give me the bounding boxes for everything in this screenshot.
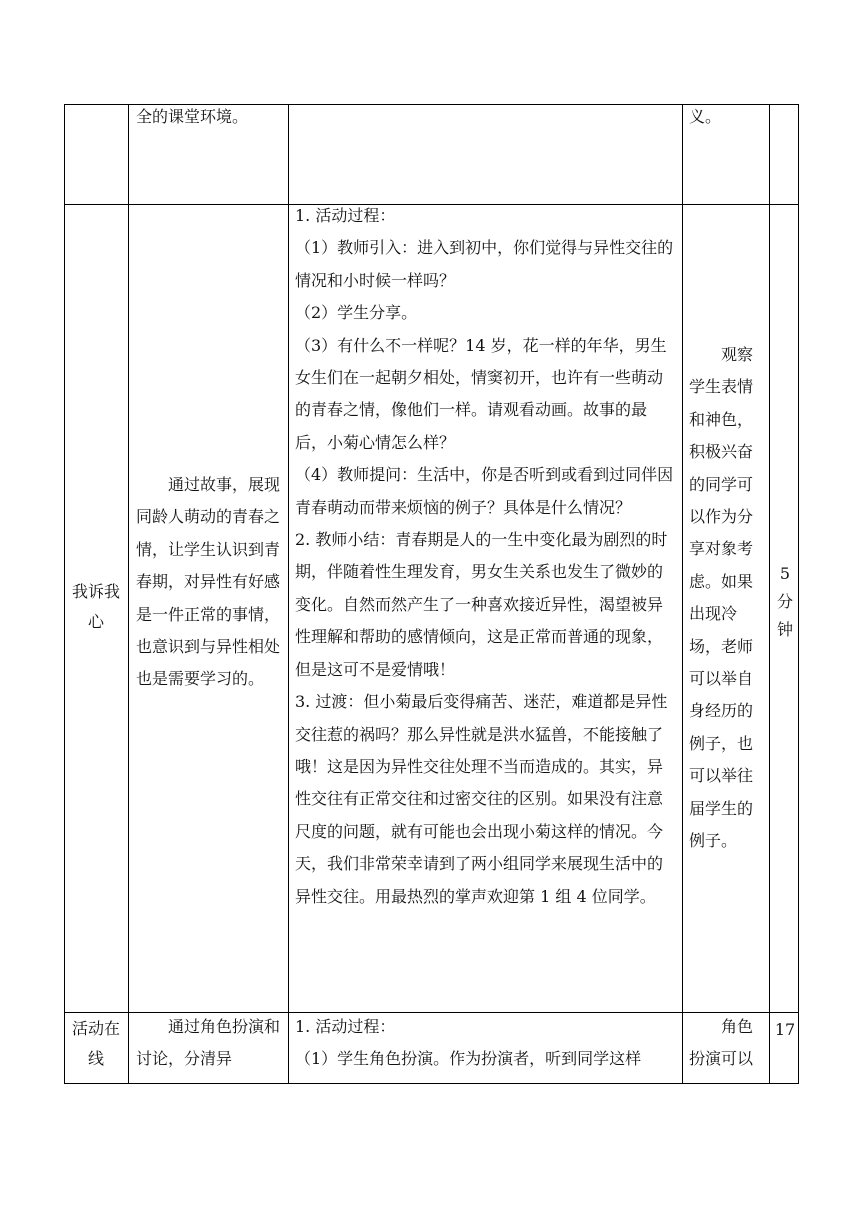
process-item: （4）教师提问：生活中，你是否听到或看到过同伴因青春萌动而带来烦恼的例子？具体是什么情况？	[295, 465, 674, 517]
process-item: （1）学生角色扮演。作为扮演者，听到同学这样	[295, 1049, 642, 1069]
row1-purpose: 全的课堂环境。	[136, 107, 249, 126]
row2-purpose: 通过故事，展现同龄人萌动的青春之情，让学生认识到青春期，对异性有好感是一件正常的事情，也意识到与异性相处也是需要学习的。	[136, 475, 281, 689]
row2-process	[295, 200, 678, 913]
process-item: 2. 教师小结：青春期是人的一生中变化最为剧烈的时期，伴随着性生理发育，男女生关系也发生了微妙的变化。自然而然产生了一种喜欢接近异性，渴望被异性理解和帮助的感情倾向，这是正常而普通的现象，但是这可不是爱情哦！	[295, 530, 668, 679]
column-divider-1	[128, 104, 129, 1084]
row3-time: 17	[774, 1020, 796, 1039]
column-divider-3	[682, 104, 683, 1084]
column-divider-2	[288, 104, 289, 1084]
row2-section: 我诉我心	[71, 582, 120, 631]
row1-notes: 义。	[689, 107, 722, 126]
row2-notes: 观察学生表情和神色，积极兴奋的同学可以作为分享对象考虑。如果出现冷场，老师可以举自身经历的例子，也可以举往届学生的例子。	[689, 345, 754, 851]
process-item: 3. 过渡：但小菊最后变得痛苦、迷茫，难道都是异性交往惹的祸吗？那么异性就是洪水猛兽，不能接触了哦！这是因为异性交往处理不当而造成的。其实，异性交往有正常交往和过密交往的区别。如果没有注意尺度的问题，就有可能也会出现小菊这样的情况。今天，我们非常荣幸请到了两小组同学来展现生活中的异性交往。用最热烈的掌声欢迎第 1 组 4 位同学。	[295, 692, 668, 906]
row3-purpose: 通过角色扮演和讨论，分清异	[136, 1017, 281, 1069]
row2-time: 5分钟	[776, 564, 793, 639]
table-border-bottom	[64, 1083, 798, 1084]
column-divider-4	[769, 104, 770, 1084]
row3-section: 活动在线	[71, 1019, 120, 1068]
row3-notes: 角色扮演可以	[689, 1017, 754, 1069]
process-item: （3）有什么不一样呢？14 岁，花一样的年华，男生女生们在一起朝夕相处，情窦初开，也许有一些萌动的青春之情，像他们一样。请观看动画。故事的最后，小菊心情怎么样？	[295, 335, 667, 452]
process-item: （2）学生分享。	[295, 303, 418, 323]
table-border-left	[64, 104, 65, 1084]
row3-process	[295, 1011, 678, 1076]
process-item: 1. 活动过程：	[295, 206, 396, 225]
process-item: （1）教师引入：进入到初中，你们觉得与异性交往的情况和小时候一样吗？	[295, 238, 674, 290]
process-item: 1. 活动过程：	[295, 1017, 396, 1036]
table-border-right	[798, 104, 799, 1084]
